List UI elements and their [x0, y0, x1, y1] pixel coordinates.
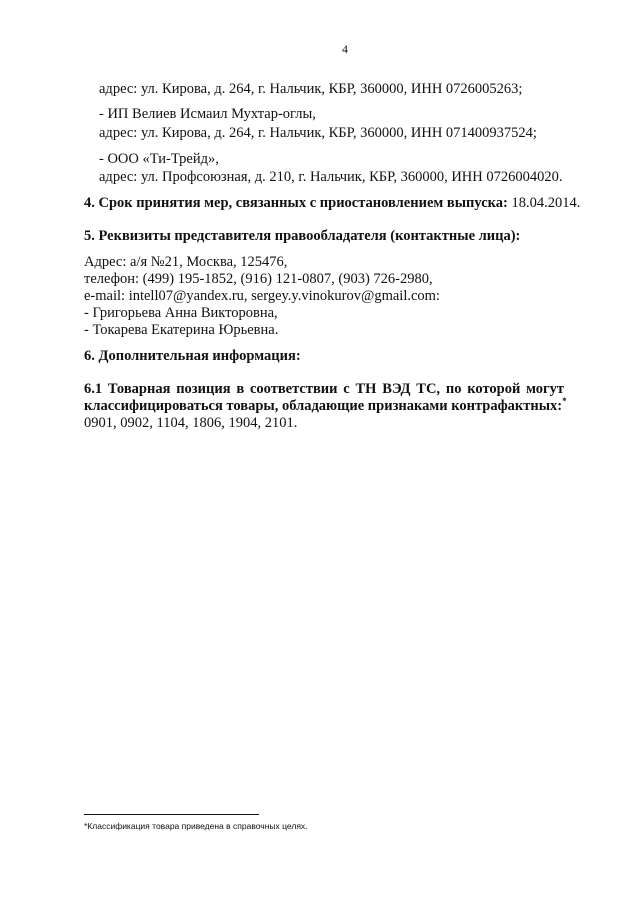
footnote-text: *Классификация товара приведена в справочных целях.	[84, 821, 308, 831]
section-4-value: 18.04.2014.	[511, 195, 581, 211]
section-6-1-heading-text: классифицироваться товары, обладающие признаками контрафактных:	[84, 398, 563, 414]
section-6-heading: 6. Дополнительная информация:	[84, 348, 301, 364]
section-6-1-heading-line-1: 6.1 Товарная позиция в соответствии с ТН ВЭД ТС, по которой могут	[84, 381, 564, 397]
section-4-heading: 4. Срок принятия мер, связанных с приостановлением выпуска:	[84, 195, 508, 211]
entity-1-address: адрес: ул. Кирова, д. 264, г. Нальчик, КБР, 360000, ИНН 0726005263;	[99, 81, 523, 97]
entity-2-address: адрес: ул. Кирова, д. 264, г. Нальчик, КБР, 360000, ИНН 071400937524;	[99, 125, 537, 141]
tn-ved-codes: 0901, 0902, 1104, 1806, 1904, 2101.	[84, 415, 298, 431]
contact-email: e-mail: intell07@yandex.ru, sergey.y.vinokurov@gmail.com:	[84, 288, 440, 304]
section-4	[84, 194, 580, 212]
contact-phone: телефон: (499) 195-1852, (916) 121-0807, (903) 726-2980,	[84, 271, 433, 287]
entity-3-address: адрес: ул. Профсоюзная, д. 210, г. Нальчик, КБР, 360000, ИНН 0726004020.	[99, 169, 563, 185]
section-5-heading: 5. Реквизиты представителя правообладателя (контактные лица):	[84, 228, 521, 244]
contact-person-1: - Григорьева Анна Викторовна,	[84, 305, 278, 321]
entity-2-name: - ИП Велиев Исмаил Мухтар-оглы,	[99, 106, 316, 122]
section-6-1-heading-line-2	[84, 397, 567, 415]
contact-address: Адрес: а/я №21, Москва, 125476,	[84, 254, 288, 270]
page-number: 4	[342, 42, 348, 56]
footnote-marker: *	[562, 396, 567, 407]
entity-3-name: - ООО «Ти-Трейд»,	[99, 151, 219, 167]
footnote-divider	[84, 814, 259, 815]
contact-person-2: - Токарева Екатерина Юрьевна.	[84, 322, 279, 338]
